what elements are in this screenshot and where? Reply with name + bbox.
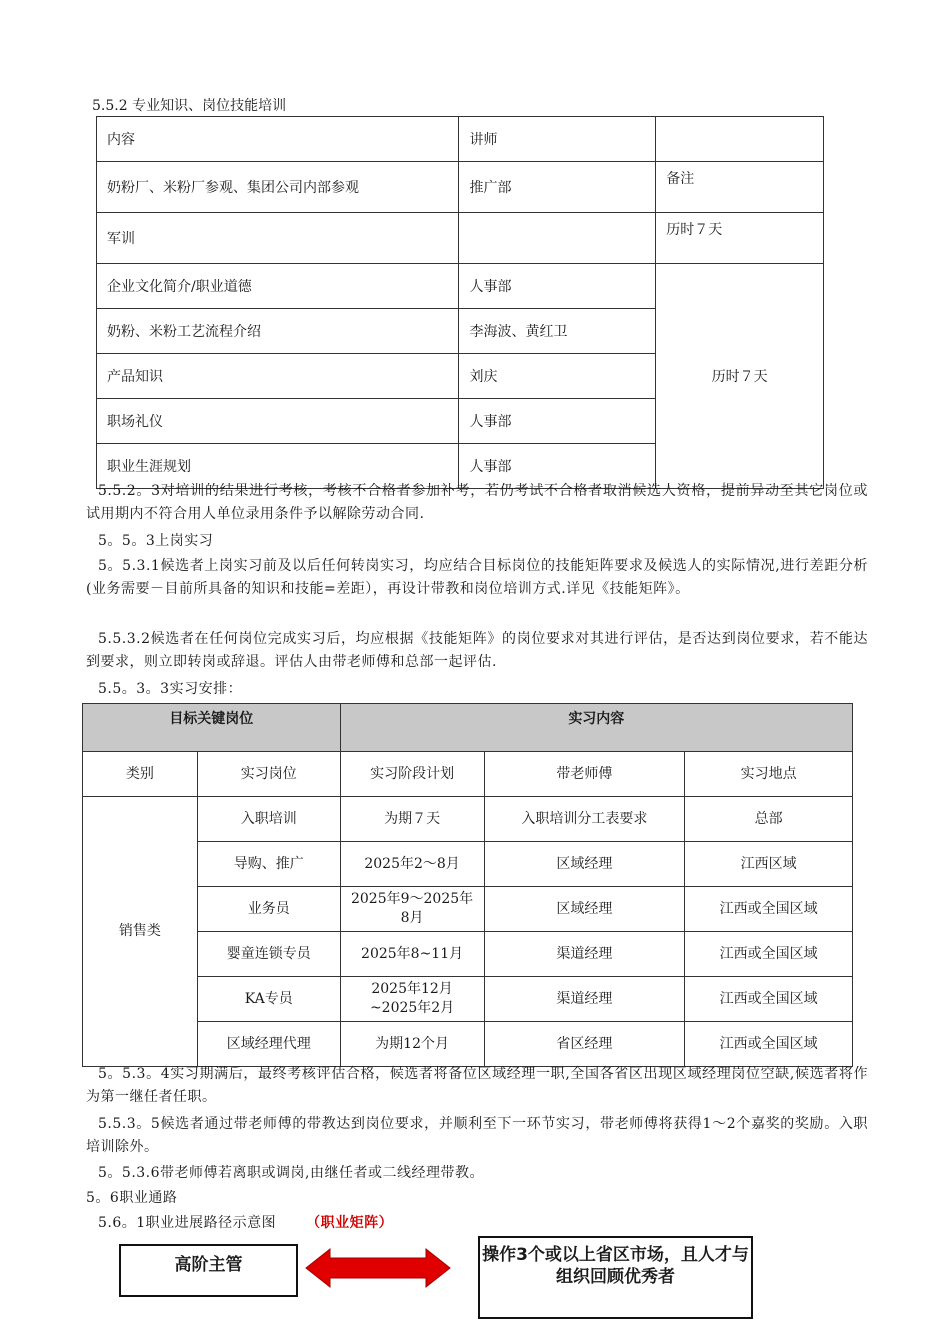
- table-cell: 江西或全国区域: [685, 1022, 853, 1067]
- table-cell: 人事部: [459, 264, 656, 309]
- table-cell: 婴童连锁专员: [197, 932, 340, 977]
- table-row: [97, 162, 824, 213]
- table-cell: 李海波、黄红卫: [459, 309, 656, 354]
- table-row: [83, 887, 853, 932]
- table-cell: 业务员: [197, 887, 340, 932]
- category-sales: 销售类: [83, 797, 198, 1067]
- remark-label: 备注: [656, 162, 824, 213]
- training-table: [96, 116, 824, 489]
- table-cell: KA专员: [197, 977, 340, 1022]
- table-cell: 区域经理: [484, 842, 685, 887]
- table-cell: 军训: [97, 213, 459, 264]
- table-header-lecturer: 讲师: [459, 117, 656, 162]
- table-cell: 导购、推广: [197, 842, 340, 887]
- table-row: [97, 213, 824, 264]
- table-header-blank: [656, 117, 824, 162]
- table-cell: 区域经理: [484, 887, 685, 932]
- table-cell: 2025年2～8月: [340, 842, 484, 887]
- table-cell: 人事部: [459, 399, 656, 444]
- header-target-position: 目标关键岗位: [83, 704, 341, 752]
- paragraph-5532: 5.5.3.2候选者在任何岗位完成实习后，均应根据《技能矩阵》的岗位要求对其进行评估，是否达到岗位要求，若不能达到要求，则立即转岗或辞退。评估人由带老师傅和总部一起评估.: [86, 631, 868, 670]
- table-row: [83, 977, 853, 1022]
- paragraph-553-title: 5。5。3上岗实习: [98, 533, 214, 549]
- paragraph-5531: 5。5.3.1候选者上岗实习前及以后任何转岗实习，均应结合目标岗位的技能矩阵要求及候选人的实际情况,进行差距分析(业务需要－目前所具备的知识和技能=差距），再设计带教和岗位培训方式.详见《技能矩阵》。: [86, 558, 868, 597]
- table-header-row: [83, 704, 853, 752]
- table-row: [83, 842, 853, 887]
- table-cell: 2025年12月~2025年2月: [340, 977, 484, 1022]
- subheader-mentor: 带老师傅: [484, 752, 685, 797]
- paragraph-5536: 5。5.3.6带老师傅若离职或调岗,由继任者或二线经理带教。: [98, 1165, 484, 1181]
- table-cell: 省区经理: [484, 1022, 685, 1067]
- table-row: [83, 932, 853, 977]
- subheader-plan: 实习阶段计划: [340, 752, 484, 797]
- table-cell: 江西或全国区域: [685, 887, 853, 932]
- table-cell: [459, 213, 656, 264]
- table-cell: 为期12个月: [340, 1022, 484, 1067]
- duration-main: 历时７天: [656, 264, 824, 489]
- duration-top: 历时７天: [656, 213, 824, 264]
- table-cell: 总部: [685, 797, 853, 842]
- table-cell: 企业文化简介/职业道德: [97, 264, 459, 309]
- header-internship-content: 实习内容: [340, 704, 852, 752]
- criteria-box: 操作3个或以上省区市场，且人才与组织回顾优秀者: [478, 1236, 753, 1319]
- career-matrix-link: （职业矩阵）: [306, 1215, 394, 1231]
- subheader-location: 实习地点: [685, 752, 853, 797]
- table-cell: 渠道经理: [484, 977, 685, 1022]
- table-row: [97, 264, 824, 309]
- subheader-position: 实习岗位: [197, 752, 340, 797]
- table-row: [83, 1022, 853, 1067]
- paragraph-561: [86, 1212, 868, 1235]
- table-cell: 推广部: [459, 162, 656, 213]
- table-subheader-row: [83, 752, 853, 797]
- table-row: [83, 797, 853, 842]
- table-cell: 2025年8~11月: [340, 932, 484, 977]
- paragraph-561-text: 5.6。1职业进展路径示意图: [98, 1215, 277, 1231]
- table-cell: 职业生涯规划: [97, 444, 459, 489]
- table-row: [97, 117, 824, 162]
- table-cell: 江西或全国区域: [685, 932, 853, 977]
- paragraph-56: 5。6职业通路: [86, 1190, 178, 1206]
- table-cell: 入职培训分工表要求: [484, 797, 685, 842]
- table-cell: 渠道经理: [484, 932, 685, 977]
- table-header-content: 内容: [97, 117, 459, 162]
- section-heading-552: 5.5.2 专业知识、岗位技能培训: [92, 98, 287, 114]
- table-cell: 入职培训: [197, 797, 340, 842]
- table-cell: 区域经理代理: [197, 1022, 340, 1067]
- table-cell: 刘庆: [459, 354, 656, 399]
- table-cell: 人事部: [459, 444, 656, 489]
- table-cell: 为期７天: [340, 797, 484, 842]
- table-cell: 江西或全国区域: [685, 977, 853, 1022]
- subheader-category: 类别: [83, 752, 198, 797]
- internship-table: [82, 703, 853, 1067]
- paragraph-5523: 5.5.2。3对培训的结果进行考核，考核不合格者参加补考，若仍考试不合格者取消候选人资格，提前异动至其它岗位或试用期内不符合用人单位录用条件予以解除劳动合同.: [86, 483, 868, 522]
- paragraph-5534: 5。5.3。4实习期满后，最终考核评估合格，候选者将备位区域经理一职,全国各省区出现区域经理岗位空缺,候选者将作为第一继任者任职。: [86, 1066, 868, 1105]
- senior-manager-box: 高阶主管: [119, 1244, 298, 1297]
- table-cell: 产品知识: [97, 354, 459, 399]
- double-arrow-icon: [304, 1246, 452, 1290]
- table-cell: 江西区域: [685, 842, 853, 887]
- table-cell: 职场礼仪: [97, 399, 459, 444]
- table-cell: 奶粉厂、米粉厂参观、集团公司内部参观: [97, 162, 459, 213]
- paragraph-5533: 5.5。3。3实习安排：: [98, 681, 243, 697]
- table-cell: 2025年9～2025年8月: [340, 887, 484, 932]
- paragraph-5535: 5.5.3。5候选者通过带老师傅的带教达到岗位要求，并顺利至下一环节实习，带老师傅将获得1～2个嘉奖的奖励。入职培训除外。: [86, 1116, 868, 1155]
- table-cell: 奶粉、米粉工艺流程介绍: [97, 309, 459, 354]
